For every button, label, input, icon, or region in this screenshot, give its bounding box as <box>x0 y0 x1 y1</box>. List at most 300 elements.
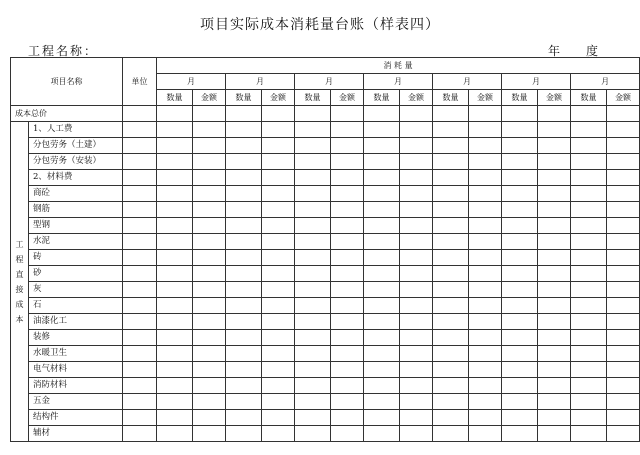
data-cell <box>469 234 502 250</box>
data-cell <box>295 282 331 298</box>
data-cell <box>364 378 400 394</box>
item-name: 油漆化工 <box>29 314 123 330</box>
data-cell <box>157 266 193 282</box>
data-cell <box>469 138 502 154</box>
header-month: 月 <box>226 74 295 90</box>
data-cell <box>571 330 607 346</box>
data-cell <box>502 378 538 394</box>
data-cell <box>157 122 193 138</box>
item-name: 钢筋 <box>29 202 123 218</box>
data-cell <box>607 106 640 122</box>
data-cell <box>226 410 262 426</box>
data-cell <box>502 314 538 330</box>
data-cell <box>262 346 295 362</box>
table-row <box>11 266 640 282</box>
item-name: 分包劳务（安装） <box>29 154 123 170</box>
unit-cell <box>123 106 157 122</box>
data-cell <box>157 282 193 298</box>
data-cell <box>433 218 469 234</box>
data-cell <box>469 218 502 234</box>
data-cell <box>538 410 571 426</box>
data-cell <box>193 250 226 266</box>
data-cell <box>433 282 469 298</box>
data-cell <box>226 186 262 202</box>
data-cell <box>262 362 295 378</box>
data-cell <box>607 186 640 202</box>
data-cell <box>502 330 538 346</box>
header-qty: 数量 <box>295 90 331 106</box>
data-cell <box>433 330 469 346</box>
table-row <box>11 170 640 186</box>
item-name: 结构件 <box>29 410 123 426</box>
data-cell <box>400 378 433 394</box>
data-cell <box>502 410 538 426</box>
data-cell <box>571 298 607 314</box>
data-cell <box>331 266 364 282</box>
data-cell <box>262 266 295 282</box>
data-cell <box>364 266 400 282</box>
item-name: 砖 <box>29 250 123 266</box>
data-cell <box>226 282 262 298</box>
table-row <box>11 138 640 154</box>
item-name: 消防材料 <box>29 378 123 394</box>
data-cell <box>469 106 502 122</box>
data-cell <box>607 362 640 378</box>
data-cell <box>469 426 502 442</box>
table-row <box>11 346 640 362</box>
unit-cell <box>123 186 157 202</box>
data-cell <box>502 122 538 138</box>
data-cell <box>331 362 364 378</box>
data-cell <box>433 122 469 138</box>
data-cell <box>433 314 469 330</box>
data-cell <box>571 394 607 410</box>
data-cell <box>364 122 400 138</box>
data-cell <box>364 154 400 170</box>
data-cell <box>295 218 331 234</box>
data-cell <box>157 330 193 346</box>
header-month: 月 <box>157 74 226 90</box>
data-cell <box>400 426 433 442</box>
data-cell <box>157 250 193 266</box>
table-row <box>11 234 640 250</box>
data-cell <box>193 234 226 250</box>
data-cell <box>538 106 571 122</box>
data-cell <box>226 394 262 410</box>
data-cell <box>295 378 331 394</box>
table-row <box>11 250 640 266</box>
table-row <box>11 154 640 170</box>
data-cell <box>607 378 640 394</box>
data-cell <box>538 250 571 266</box>
table-row <box>11 186 640 202</box>
ledger-table <box>10 57 640 442</box>
data-cell <box>226 266 262 282</box>
unit-cell <box>123 234 157 250</box>
item-name: 砂 <box>29 266 123 282</box>
data-cell <box>469 362 502 378</box>
item-name: 2、材料费 <box>29 170 123 186</box>
side-label-char: 成 <box>15 299 24 309</box>
page-title: 项目实际成本消耗量台账（样表四） <box>200 17 440 33</box>
data-cell <box>262 106 295 122</box>
data-cell <box>295 170 331 186</box>
data-cell <box>433 394 469 410</box>
data-cell <box>364 218 400 234</box>
table-row <box>11 122 640 138</box>
data-cell <box>571 122 607 138</box>
data-cell <box>226 202 262 218</box>
data-cell <box>295 106 331 122</box>
table-row <box>11 394 640 410</box>
data-cell <box>262 218 295 234</box>
data-cell <box>193 170 226 186</box>
data-cell <box>502 186 538 202</box>
data-cell <box>295 314 331 330</box>
data-cell <box>226 234 262 250</box>
item-name: 灰 <box>29 282 123 298</box>
data-cell <box>295 186 331 202</box>
data-cell <box>433 410 469 426</box>
data-cell <box>607 314 640 330</box>
item-name: 分包劳务（土建） <box>29 138 123 154</box>
data-cell <box>262 138 295 154</box>
data-cell <box>157 298 193 314</box>
data-cell <box>364 202 400 218</box>
data-cell <box>607 266 640 282</box>
data-cell <box>469 378 502 394</box>
data-cell <box>469 122 502 138</box>
data-cell <box>157 410 193 426</box>
data-cell <box>193 154 226 170</box>
data-cell <box>469 154 502 170</box>
item-name: 商砼 <box>29 186 123 202</box>
data-cell <box>364 282 400 298</box>
table-row <box>11 202 640 218</box>
header-month: 月 <box>433 74 502 90</box>
unit-cell <box>123 426 157 442</box>
data-cell <box>193 266 226 282</box>
year-label: 年 <box>548 44 561 58</box>
data-cell <box>400 106 433 122</box>
data-cell <box>364 106 400 122</box>
data-cell <box>262 394 295 410</box>
data-cell <box>157 186 193 202</box>
data-cell <box>262 410 295 426</box>
data-cell <box>193 362 226 378</box>
data-cell <box>607 202 640 218</box>
data-cell <box>607 394 640 410</box>
data-cell <box>400 394 433 410</box>
data-cell <box>433 202 469 218</box>
data-cell <box>295 394 331 410</box>
data-cell <box>193 186 226 202</box>
data-cell <box>157 170 193 186</box>
data-cell <box>433 266 469 282</box>
data-cell <box>331 234 364 250</box>
data-cell <box>331 202 364 218</box>
data-cell <box>469 266 502 282</box>
data-cell <box>262 378 295 394</box>
data-cell <box>607 330 640 346</box>
table-row <box>11 106 640 122</box>
data-cell <box>295 138 331 154</box>
data-cell <box>226 170 262 186</box>
data-cell <box>400 138 433 154</box>
data-cell <box>331 314 364 330</box>
unit-cell <box>123 138 157 154</box>
data-cell <box>295 362 331 378</box>
data-cell <box>193 314 226 330</box>
data-cell <box>331 138 364 154</box>
header-amount: 金额 <box>469 90 502 106</box>
data-cell <box>400 410 433 426</box>
header-consumption: 消 耗 量 <box>157 58 640 74</box>
header-amount: 金额 <box>607 90 640 106</box>
data-cell <box>226 378 262 394</box>
data-cell <box>226 426 262 442</box>
data-cell <box>331 218 364 234</box>
data-cell <box>502 394 538 410</box>
data-cell <box>502 250 538 266</box>
data-cell <box>331 186 364 202</box>
data-cell <box>295 346 331 362</box>
data-cell <box>193 346 226 362</box>
data-cell <box>469 346 502 362</box>
data-cell <box>226 122 262 138</box>
data-cell <box>400 282 433 298</box>
data-cell <box>262 122 295 138</box>
data-cell <box>538 362 571 378</box>
data-cell <box>607 250 640 266</box>
data-cell <box>502 266 538 282</box>
data-cell <box>571 186 607 202</box>
data-cell <box>538 330 571 346</box>
data-cell <box>193 106 226 122</box>
data-cell <box>331 282 364 298</box>
data-cell <box>433 106 469 122</box>
data-cell <box>262 186 295 202</box>
data-cell <box>433 378 469 394</box>
table-row <box>11 282 640 298</box>
unit-cell <box>123 170 157 186</box>
header-amount: 金额 <box>400 90 433 106</box>
data-cell <box>226 154 262 170</box>
data-cell <box>400 266 433 282</box>
data-cell <box>502 282 538 298</box>
data-cell <box>469 202 502 218</box>
data-cell <box>364 410 400 426</box>
data-cell <box>607 346 640 362</box>
data-cell <box>538 394 571 410</box>
data-cell <box>331 394 364 410</box>
item-name: 石 <box>29 298 123 314</box>
data-cell <box>364 346 400 362</box>
data-cell <box>469 298 502 314</box>
header-amount: 金额 <box>262 90 295 106</box>
data-cell <box>571 266 607 282</box>
data-cell <box>538 378 571 394</box>
data-cell <box>469 330 502 346</box>
unit-cell <box>123 314 157 330</box>
data-cell <box>433 298 469 314</box>
unit-cell <box>123 394 157 410</box>
project-name-label: 工程名称： <box>28 44 99 58</box>
header-unit: 单位 <box>123 58 157 106</box>
data-cell <box>364 186 400 202</box>
data-cell <box>400 218 433 234</box>
data-cell <box>295 266 331 282</box>
data-cell <box>538 346 571 362</box>
data-cell <box>400 122 433 138</box>
data-cell <box>607 122 640 138</box>
data-cell <box>226 314 262 330</box>
data-cell <box>538 218 571 234</box>
data-cell <box>331 122 364 138</box>
data-cell <box>262 330 295 346</box>
data-cell <box>571 202 607 218</box>
data-cell <box>433 186 469 202</box>
data-cell <box>607 138 640 154</box>
data-cell <box>193 378 226 394</box>
unit-cell <box>123 282 157 298</box>
data-cell <box>607 298 640 314</box>
data-cell <box>400 250 433 266</box>
data-cell <box>364 250 400 266</box>
data-cell <box>502 362 538 378</box>
data-cell <box>331 170 364 186</box>
header-month: 月 <box>295 74 364 90</box>
data-cell <box>607 154 640 170</box>
data-cell <box>469 250 502 266</box>
side-label <box>11 122 29 442</box>
data-cell <box>571 250 607 266</box>
data-cell <box>157 218 193 234</box>
data-cell <box>400 330 433 346</box>
total-label: 成本总价 <box>11 106 123 122</box>
data-cell <box>295 298 331 314</box>
data-cell <box>157 426 193 442</box>
header-amount: 金额 <box>331 90 364 106</box>
data-cell <box>469 394 502 410</box>
data-cell <box>400 154 433 170</box>
data-cell <box>607 218 640 234</box>
data-cell <box>157 394 193 410</box>
data-cell <box>193 138 226 154</box>
data-cell <box>295 234 331 250</box>
side-label-char: 工 <box>15 239 24 249</box>
data-cell <box>262 154 295 170</box>
data-cell <box>364 330 400 346</box>
data-cell <box>193 202 226 218</box>
data-cell <box>538 266 571 282</box>
data-cell <box>295 330 331 346</box>
data-cell <box>226 218 262 234</box>
data-cell <box>295 202 331 218</box>
unit-cell <box>123 298 157 314</box>
data-cell <box>571 314 607 330</box>
period-label: 度 <box>586 44 599 58</box>
data-cell <box>295 426 331 442</box>
data-cell <box>331 330 364 346</box>
data-cell <box>433 170 469 186</box>
unit-cell <box>123 266 157 282</box>
data-cell <box>331 250 364 266</box>
data-cell <box>502 234 538 250</box>
data-cell <box>571 218 607 234</box>
data-cell <box>226 362 262 378</box>
data-cell <box>193 394 226 410</box>
data-cell <box>226 250 262 266</box>
data-cell <box>469 170 502 186</box>
data-cell <box>571 106 607 122</box>
data-cell <box>226 346 262 362</box>
data-cell <box>157 106 193 122</box>
data-cell <box>502 202 538 218</box>
data-cell <box>571 138 607 154</box>
data-cell <box>331 298 364 314</box>
header-qty: 数量 <box>502 90 538 106</box>
data-cell <box>469 314 502 330</box>
data-cell <box>607 282 640 298</box>
table-row <box>11 298 640 314</box>
table-row <box>11 330 640 346</box>
data-cell <box>502 170 538 186</box>
data-cell <box>502 346 538 362</box>
data-cell <box>157 314 193 330</box>
data-cell <box>226 138 262 154</box>
header-qty: 数量 <box>433 90 469 106</box>
data-cell <box>295 122 331 138</box>
data-cell <box>502 218 538 234</box>
data-cell <box>331 410 364 426</box>
data-cell <box>364 298 400 314</box>
data-cell <box>226 106 262 122</box>
table-row <box>11 410 640 426</box>
header-month: 月 <box>364 74 433 90</box>
data-cell <box>433 426 469 442</box>
data-cell <box>571 154 607 170</box>
data-cell <box>262 314 295 330</box>
data-cell <box>571 426 607 442</box>
data-cell <box>538 314 571 330</box>
header-month: 月 <box>571 74 640 90</box>
data-cell <box>538 154 571 170</box>
unit-cell <box>123 154 157 170</box>
side-label-char: 接 <box>15 284 24 294</box>
item-name: 水泥 <box>29 234 123 250</box>
data-cell <box>157 346 193 362</box>
data-cell <box>262 282 295 298</box>
data-cell <box>571 378 607 394</box>
data-cell <box>433 138 469 154</box>
data-cell <box>433 346 469 362</box>
item-name: 辅材 <box>29 426 123 442</box>
data-cell <box>538 138 571 154</box>
data-cell <box>364 314 400 330</box>
data-cell <box>607 234 640 250</box>
side-label-char: 直 <box>15 269 24 279</box>
table-row <box>11 218 640 234</box>
data-cell <box>469 410 502 426</box>
item-name: 水暖卫生 <box>29 346 123 362</box>
data-cell <box>262 170 295 186</box>
data-cell <box>157 154 193 170</box>
data-cell <box>364 426 400 442</box>
data-cell <box>400 298 433 314</box>
header-qty: 数量 <box>571 90 607 106</box>
data-cell <box>433 250 469 266</box>
